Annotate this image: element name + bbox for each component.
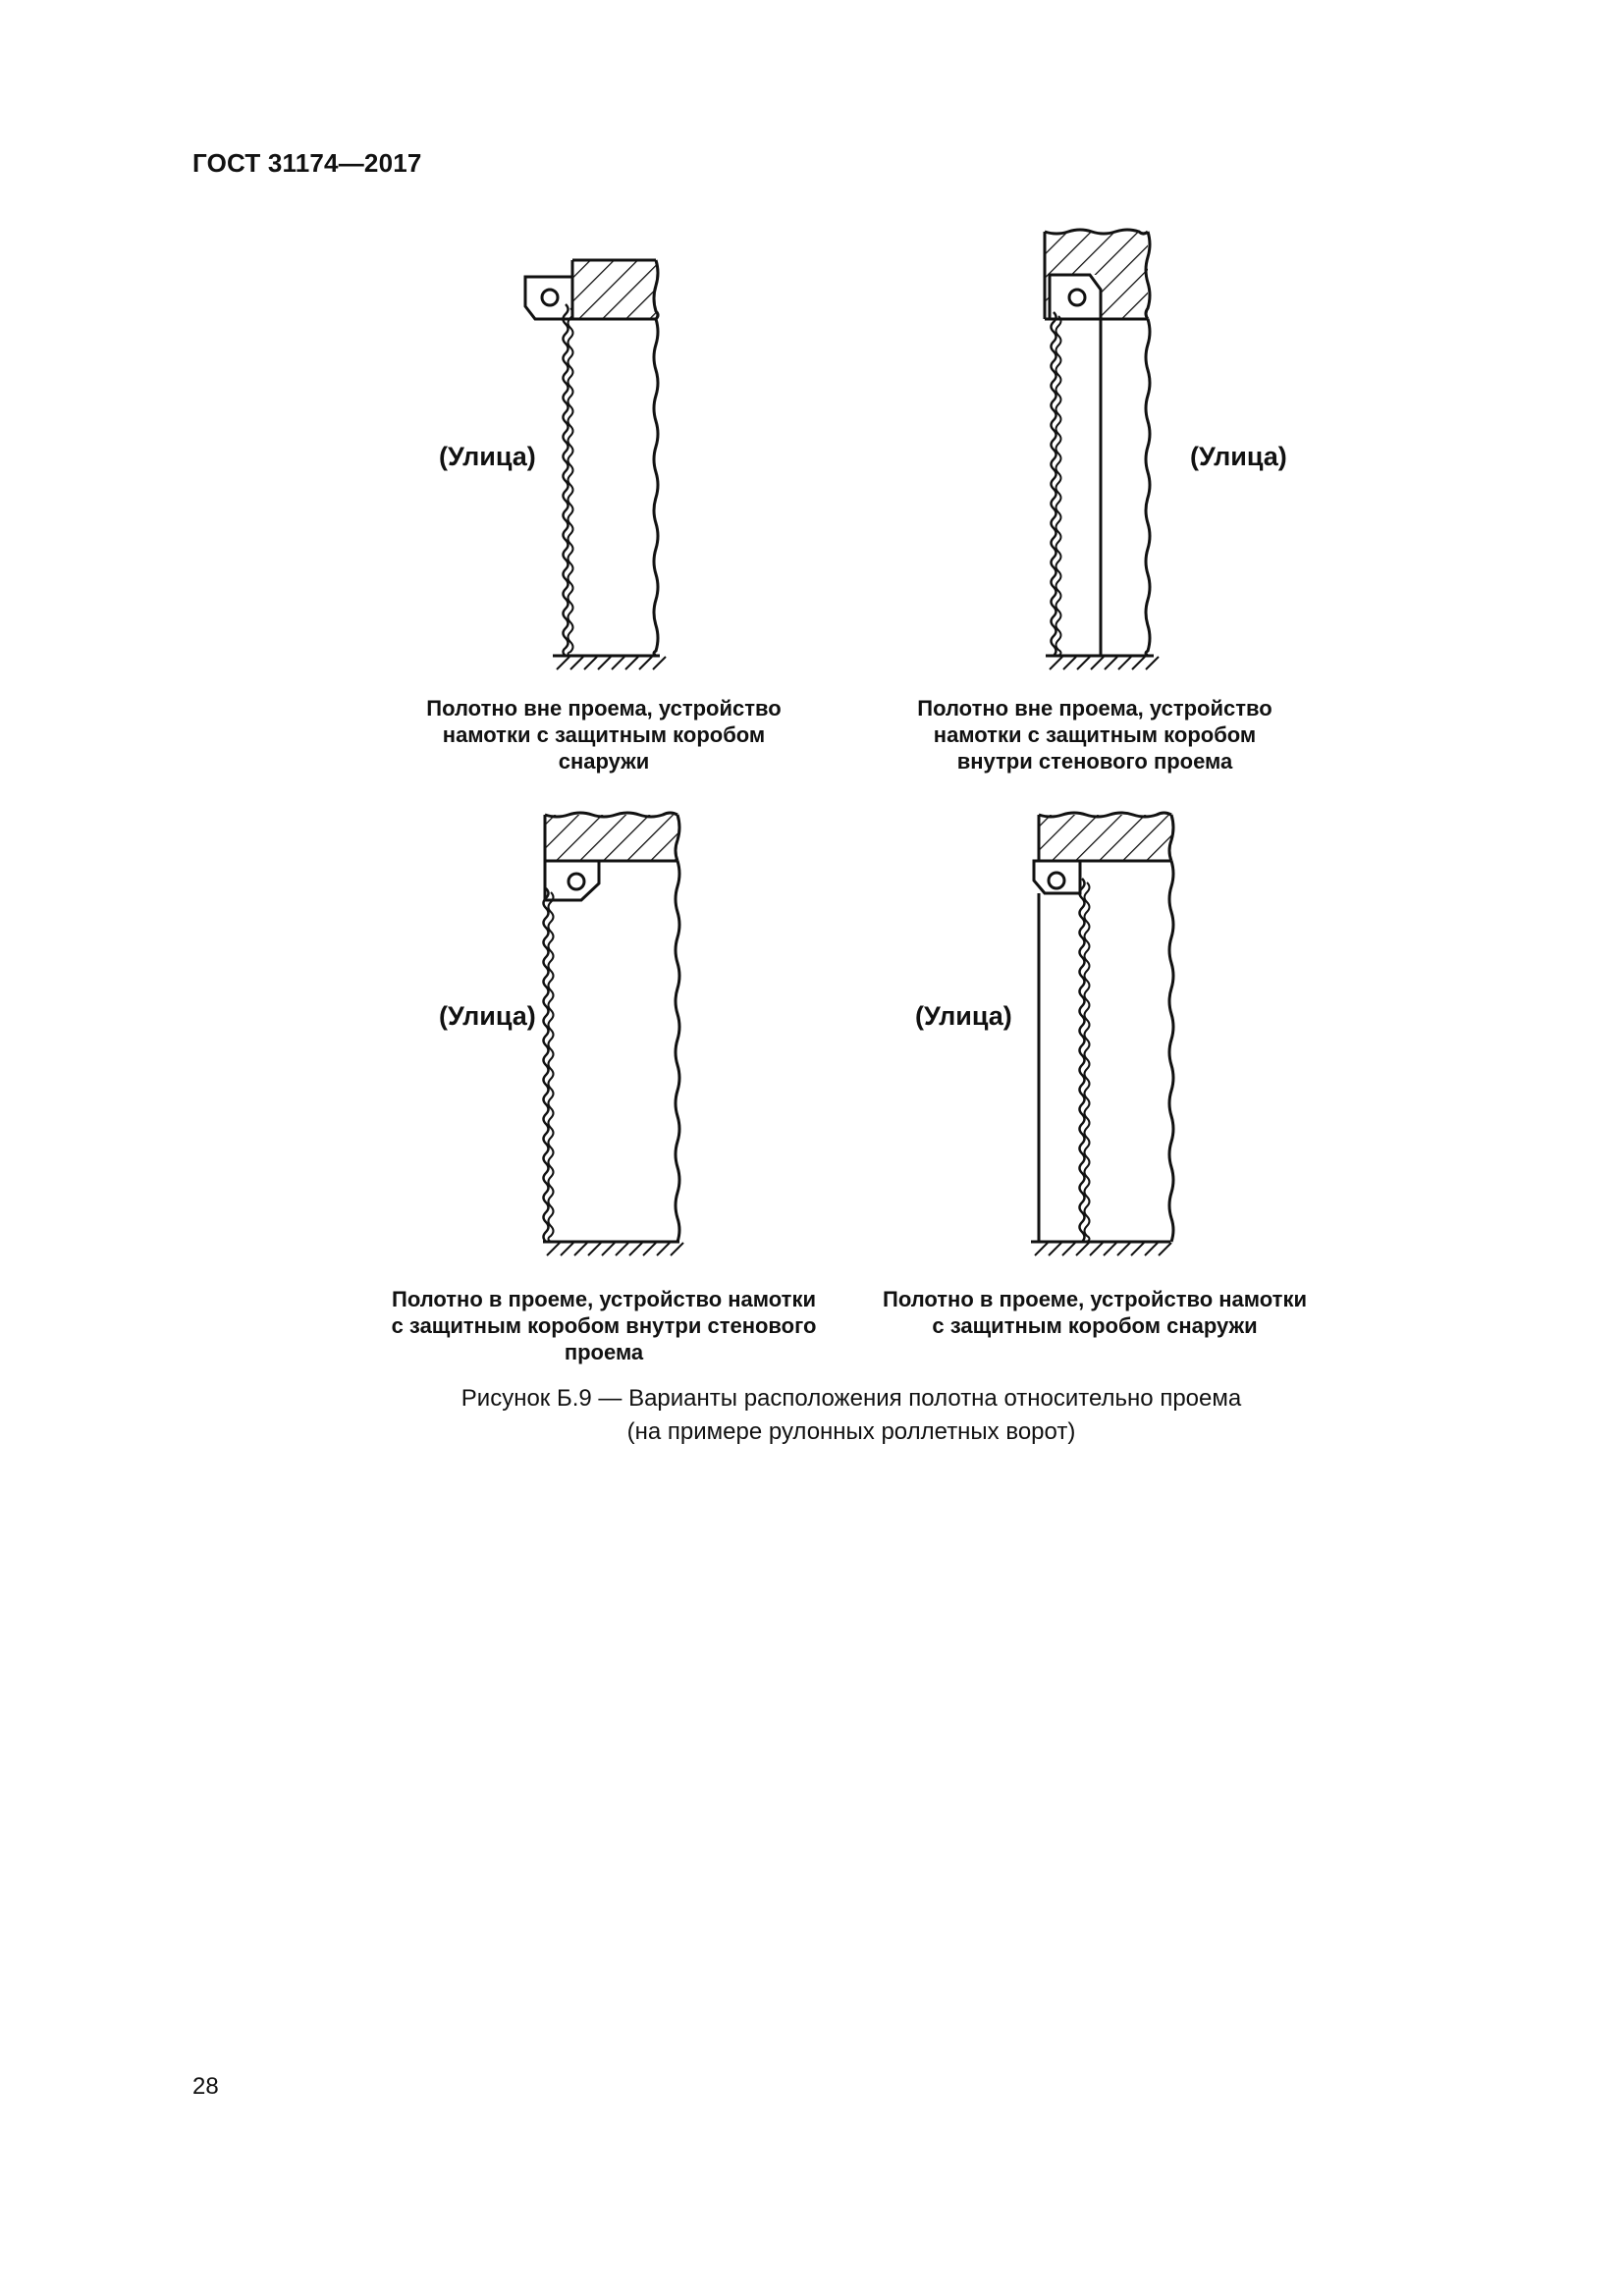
- ground-hatch: [588, 1243, 601, 1255]
- ground-hatch: [639, 657, 652, 669]
- ground-hatch: [1062, 1243, 1075, 1255]
- ground-hatch: [1076, 1243, 1089, 1255]
- ground-hatch: [1132, 657, 1145, 669]
- ground-hatch: [574, 1243, 587, 1255]
- ground-hatch: [1049, 1243, 1061, 1255]
- roller-drum: [568, 874, 584, 889]
- caption-line: Полотно в проеме, устройство намотки: [883, 1287, 1307, 1311]
- ground-hatch: [653, 657, 666, 669]
- document-header: ГОСТ 31174—2017: [192, 148, 422, 178]
- roller-drum: [1049, 873, 1064, 888]
- lintel-3-fill: [545, 815, 677, 861]
- page-number: 28: [192, 2073, 219, 2100]
- ground-hatch: [625, 657, 638, 669]
- ground-hatch: [1131, 1243, 1144, 1255]
- ground-hatch: [584, 657, 597, 669]
- ground-hatch: [1090, 1243, 1103, 1255]
- panel-caption-1: [388, 695, 820, 774]
- panel-caption-4: [864, 1286, 1326, 1339]
- caption-line: Полотно вне проема, устройство: [426, 696, 782, 721]
- figure-caption-line-1: Рисунок Б.9 — Варианты расположения полотна относительно проема: [460, 1385, 1242, 1412]
- ground-hatch: [1145, 1243, 1158, 1255]
- ground-hatch: [602, 1243, 615, 1255]
- curtain: [1056, 316, 1061, 656]
- ground-hatch: [657, 1243, 670, 1255]
- ground-hatch: [1159, 1243, 1171, 1255]
- caption-line: снаружи: [558, 749, 650, 774]
- opening-break-2: [1146, 319, 1150, 656]
- caption-line: намотки с защитным коробом: [933, 722, 1257, 747]
- caption-line: с защитным коробом внутри стенового: [391, 1313, 817, 1338]
- curtain: [1080, 879, 1085, 1242]
- ground-hatch: [1063, 657, 1076, 669]
- opening-break-3: [676, 861, 679, 1242]
- ground-hatch: [557, 657, 569, 669]
- lintel-4-fill: [1039, 815, 1171, 861]
- panel-caption-3: [373, 1286, 835, 1365]
- lintel-1-fill: [572, 260, 656, 319]
- ground-hatch: [1035, 1243, 1048, 1255]
- ground-hatch: [561, 1243, 573, 1255]
- ground-hatch: [1146, 657, 1159, 669]
- ground-hatch: [1105, 657, 1117, 669]
- ground-hatch: [570, 657, 583, 669]
- ground-hatch: [629, 1243, 642, 1255]
- ground-hatch: [612, 657, 624, 669]
- ground-hatch: [1050, 657, 1062, 669]
- caption-line: проема: [564, 1340, 644, 1364]
- lintel-3-break: [545, 813, 677, 817]
- street-label-4: (Улица): [915, 1001, 1012, 1031]
- opening-break-1: [654, 319, 658, 656]
- ground-hatch: [616, 1243, 628, 1255]
- caption-line: Полотно в проеме, устройство намотки: [392, 1287, 816, 1311]
- caption-line: внутри стенового проема: [956, 749, 1233, 774]
- ground-hatch: [1077, 657, 1090, 669]
- caption-line: с защитным коробом снаружи: [932, 1313, 1258, 1338]
- caption-line: намотки с защитным коробом: [442, 722, 766, 747]
- ground-hatch: [598, 657, 611, 669]
- street-label-1: (Улица): [439, 442, 536, 471]
- ground-hatch: [643, 1243, 656, 1255]
- ground-hatch: [1118, 657, 1131, 669]
- panel-caption-2: [879, 695, 1311, 774]
- ground-hatch: [1104, 1243, 1116, 1255]
- caption-line: Полотно вне проема, устройство: [917, 696, 1272, 721]
- street-label-2: (Улица): [1190, 442, 1287, 471]
- ground-hatch: [547, 1243, 560, 1255]
- figure-caption: [324, 1382, 1379, 1449]
- figure-caption-line-2: (на примере рулонных роллетных ворот): [626, 1418, 1076, 1445]
- roller-drum: [542, 290, 558, 305]
- street-label-3: (Улица): [439, 1001, 536, 1031]
- ground-hatch: [1091, 657, 1104, 669]
- ground-hatch: [671, 1243, 683, 1255]
- lintel-4-break: [1039, 813, 1171, 817]
- opening-break-4: [1169, 861, 1173, 1242]
- ground-hatch: [1117, 1243, 1130, 1255]
